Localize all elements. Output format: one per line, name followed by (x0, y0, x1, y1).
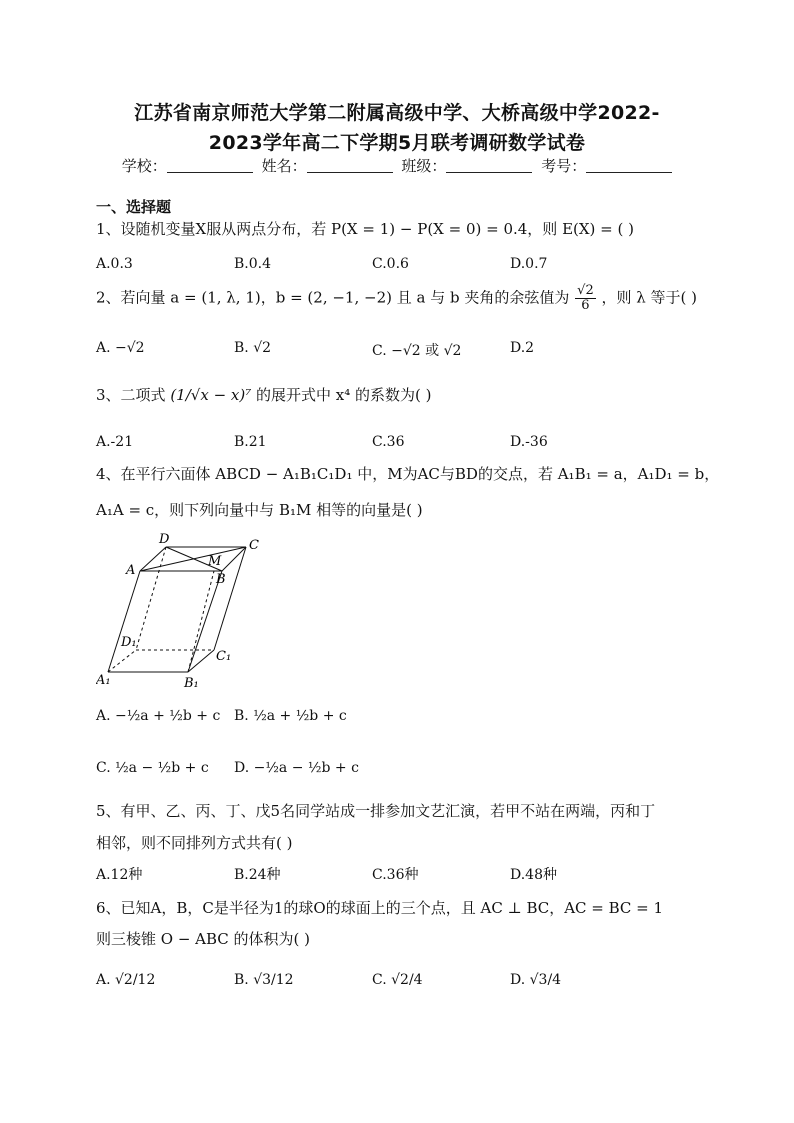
q2-frac-numerator: √2 (577, 283, 594, 298)
q2-option-d[interactable]: D.2 (510, 340, 535, 356)
question-4-options-row2 (96, 760, 736, 782)
q2-fraction (575, 284, 596, 313)
exam-number-blank[interactable] (586, 158, 672, 173)
school-label: 学校： (121, 157, 167, 175)
q3-suffix: 的展开式中 x⁴ 的系数为( ) (256, 386, 432, 404)
q5-option-c[interactable]: C.36种 (372, 867, 419, 883)
question-4-line1: 4、在平行六面体 ABCD − A₁B₁C₁D₁ 中，M为AC与BD的交点，若 A₁B₁ = a，A₁D₁ = b， (96, 465, 720, 483)
section-heading: 一、选择题 (96, 198, 172, 216)
question-3-options (96, 434, 736, 456)
parallelepiped-figure (96, 532, 266, 692)
exam-title-line1: 江苏省南京师范大学第二附属高级中学、大桥高级中学2022- (134, 102, 660, 124)
q6-option-b[interactable]: B. √3/12 (234, 972, 294, 988)
q4-option-d[interactable]: D. −½a − ½b + c (234, 760, 359, 776)
question-2 (96, 284, 697, 313)
q5-option-d[interactable]: D.48种 (510, 867, 557, 883)
school-blank[interactable] (167, 158, 253, 173)
q5-option-b[interactable]: B.24种 (234, 867, 281, 883)
q3-option-d[interactable]: D.-36 (510, 434, 548, 450)
edge-AA1 (108, 571, 140, 672)
q4-option-b[interactable]: B. ½a + ½b + c (234, 708, 347, 724)
q6-option-a[interactable]: A. √2/12 (96, 972, 156, 988)
label-C1: C₁ (216, 649, 232, 664)
q3-binomial-expression: (1/√x − x)⁷ (170, 386, 252, 404)
q1-option-a[interactable]: A.0.3 (96, 256, 133, 272)
label-C: C (249, 538, 259, 553)
question-5-line1: 5、有甲、乙、丙、丁、戊5名同学站成一排参加文艺汇演，若甲不站在两端，丙和丁 (96, 802, 656, 820)
question-5-options (96, 864, 736, 886)
question-6-options (96, 972, 736, 994)
name-label: 姓名： (261, 157, 307, 175)
q3-option-a[interactable]: A.-21 (96, 434, 134, 450)
question-6-line1: 6、已知A，B，C是半径为1的球O的球面上的三个点，且 AC ⊥ BC，AC = BC = 1 (96, 899, 664, 917)
class-label: 班级： (401, 157, 447, 175)
question-4-line2: A₁A = c，则下列向量中与 B₁M 相等的向量是( ) (96, 501, 423, 519)
question-4-options-row1 (96, 708, 736, 730)
q2-option-a[interactable]: A. −√2 (96, 340, 145, 356)
question-5-line2: 相邻，则不同排列方式共有( ) (96, 834, 293, 852)
q2-frac-denominator: 6 (581, 298, 590, 313)
q1-option-c[interactable]: C.0.6 (372, 256, 409, 272)
label-B1: B₁ (184, 676, 199, 691)
q2-option-c[interactable]: C. −√2 或 √2 (372, 343, 462, 359)
hidden-segment-B1M (188, 571, 214, 672)
label-D1: D₁ (121, 635, 137, 650)
q3-prefix: 3、二项式 (96, 386, 166, 404)
question-6-line2: 则三棱锥 O − ABC 的体积为( ) (96, 930, 311, 948)
q5-option-a[interactable]: A.12种 (96, 867, 143, 883)
exam-number-label: 考号： (541, 157, 587, 175)
label-B: B (216, 572, 226, 587)
q4-option-c[interactable]: C. ½a − ½b + c (96, 760, 209, 776)
q2-option-b[interactable]: B. √2 (234, 340, 272, 356)
hidden-edge-A1D1 (108, 650, 136, 672)
student-info-fields (0, 155, 794, 176)
q6-option-d[interactable]: D. √3/4 (510, 972, 562, 988)
q4-option-a[interactable]: A. −½a + ½b + c (96, 708, 221, 724)
label-D: D (159, 532, 170, 547)
q2-prefix: 2、若向量 a = (1, λ, 1)，b = (2, −1, −2) 且 a 与 b 夹角的余弦值为 (96, 288, 570, 307)
name-blank[interactable] (307, 158, 393, 173)
label-A1: A₁ (96, 673, 111, 688)
q6-option-c[interactable]: C. √2/4 (372, 972, 423, 988)
exam-title-line2: 2023学年高二下学期5月联考调研数学试卷 (208, 132, 586, 154)
question-1: 1、设随机变量X服从两点分布，若 P(X = 1) − P(X = 0) = 0.4，则 E(X) = ( ) (96, 220, 634, 238)
q2-suffix: ，则 λ 等于( ) (601, 288, 698, 307)
q1-option-d[interactable]: D.0.7 (510, 256, 548, 272)
class-blank[interactable] (446, 158, 532, 173)
question-1-options (96, 256, 736, 278)
q3-option-c[interactable]: C.36 (372, 434, 405, 450)
q1-option-b[interactable]: B.0.4 (234, 256, 272, 272)
question-3 (96, 384, 432, 405)
label-A: A (126, 563, 136, 578)
hidden-edge-DD1 (136, 547, 166, 650)
q3-option-b[interactable]: B.21 (234, 434, 267, 450)
label-M: M (208, 554, 222, 569)
question-2-options (96, 340, 736, 362)
